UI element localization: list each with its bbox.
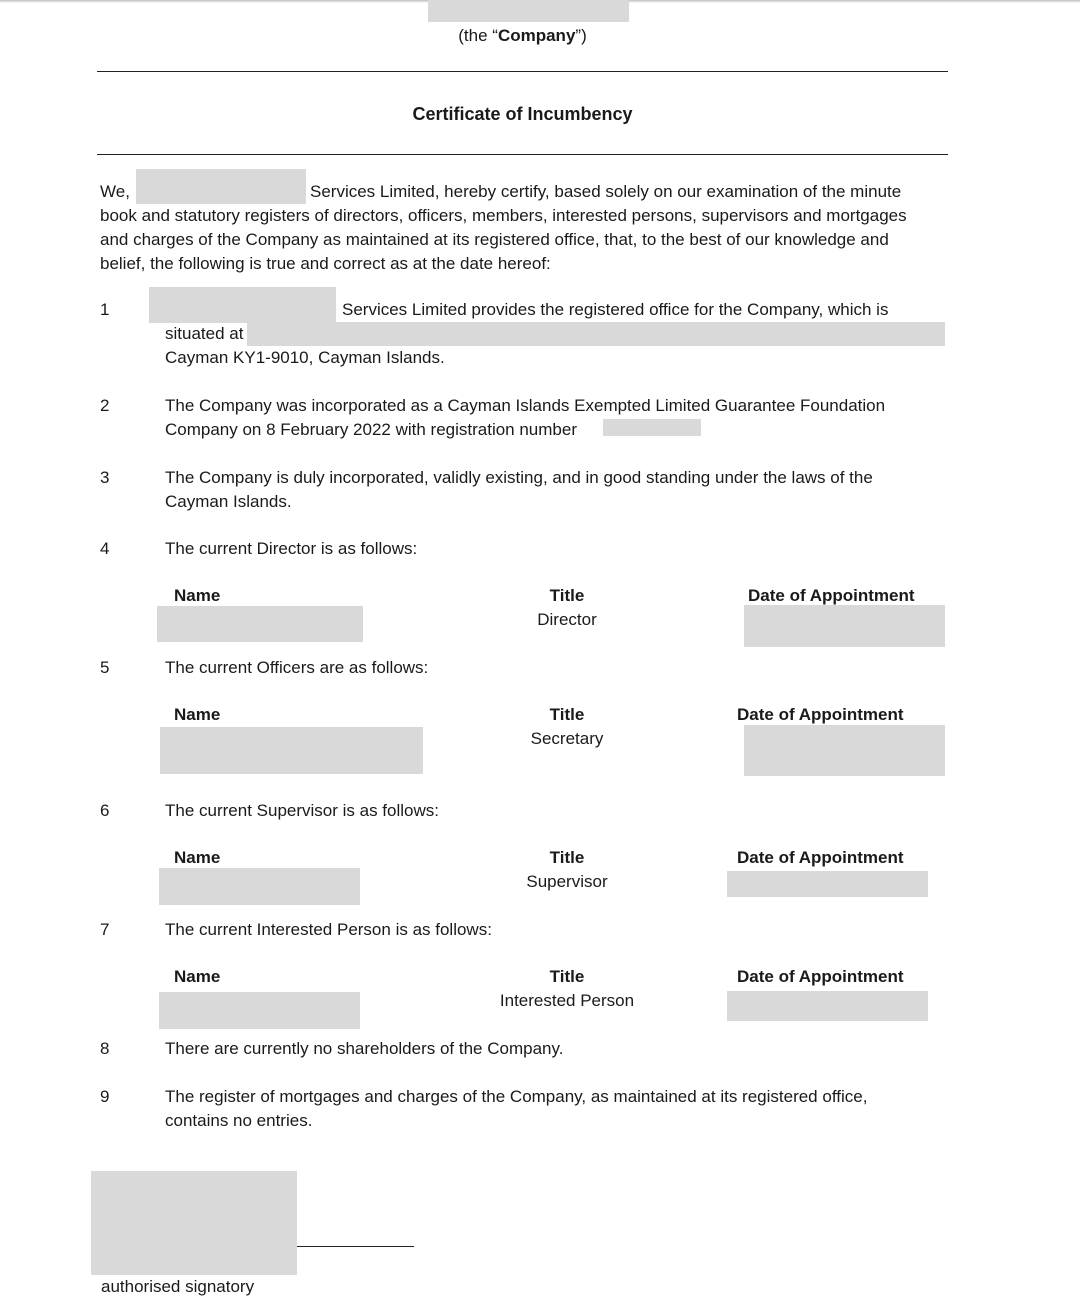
company-word: Company	[497, 26, 576, 45]
item-2-line2: Company on 8 February 2022 with registration number	[165, 420, 577, 439]
redacted-interested-name	[159, 992, 360, 1029]
item-5-text: The current Officers are as follows:	[165, 658, 429, 677]
redacted-provider-name-2	[149, 287, 336, 323]
signature-line	[297, 1246, 414, 1247]
item-1-line3: Cayman KY1-9010, Cayman Islands.	[165, 348, 445, 367]
item-number-9: 9	[100, 1087, 110, 1106]
item-1-line2: situated at	[165, 324, 244, 343]
officer-date-header: Date of Appointment	[737, 705, 904, 724]
item-3-line2: Cayman Islands.	[165, 492, 292, 511]
director-title-value: Director	[537, 610, 597, 629]
redacted-provider-name	[136, 169, 306, 204]
redacted-signature	[91, 1171, 297, 1275]
item-9-line2: contains no entries.	[165, 1111, 313, 1130]
redacted-director-name	[157, 606, 363, 642]
interested-name-header: Name	[174, 967, 221, 986]
officer-title-header: Title	[549, 705, 585, 724]
item-number-2: 2	[100, 396, 110, 415]
intro-line3: and charges of the Company as maintained at its registered office, that, to the best of our knowledge and	[100, 230, 889, 249]
item-4-text: The current Director is as follows:	[165, 539, 418, 558]
intro-line1: Services Limited, hereby certify, based solely on our examination of the minute	[310, 182, 902, 201]
interested-title-header: Title	[549, 967, 585, 986]
intro-line4: belief, the following is true and correct as at the date hereof:	[100, 254, 551, 273]
director-name-header: Name	[174, 586, 221, 605]
officer-title-value: Secretary	[530, 729, 604, 748]
item-3-line1: The Company is duly incorporated, validly existing, and in good standing under the laws of the	[165, 468, 873, 487]
item-number-8: 8	[100, 1039, 110, 1058]
redacted-office-address	[247, 322, 945, 346]
supervisor-title-value: Supervisor	[526, 872, 608, 891]
intro-line2: book and statutory registers of directors, officers, members, interested persons, supervisors and mortgages	[100, 206, 907, 225]
item-2-line1: The Company was incorporated as a Cayman Islands Exempted Limited Guarantee Foundation	[165, 396, 886, 415]
redacted-officer-name	[160, 727, 423, 774]
document-title: Certificate of Incumbency	[412, 104, 633, 124]
redacted-officer-date	[744, 725, 945, 776]
item-1-line1: Services Limited provides the registered office for the Company, which is	[342, 300, 889, 319]
item-number-4: 4	[100, 539, 110, 558]
item-9-line1: The register of mortgages and charges of the Company, as maintained at its registered office,	[165, 1087, 868, 1106]
redacted-supervisor-name	[159, 868, 360, 905]
item-8-text: There are currently no shareholders of the Company.	[165, 1039, 564, 1058]
title-rule	[97, 154, 948, 155]
supervisor-name-header: Name	[174, 848, 221, 867]
company-definition: (the “Company”)	[458, 26, 587, 45]
redacted-director-date	[744, 605, 945, 647]
interested-title-value: Interested Person	[499, 991, 635, 1010]
redacted-company-name	[428, 0, 629, 22]
supervisor-date-header: Date of Appointment	[737, 848, 904, 867]
signatory-label: authorised signatory	[101, 1277, 255, 1296]
top-rule	[97, 71, 948, 72]
director-title-header: Title	[549, 586, 585, 605]
item-number-1: 1	[100, 300, 110, 319]
officer-name-header: Name	[174, 705, 221, 724]
interested-date-header: Date of Appointment	[737, 967, 904, 986]
item-number-5: 5	[100, 658, 110, 677]
redacted-interested-date	[727, 991, 928, 1021]
item-number-6: 6	[100, 801, 110, 820]
item-number-3: 3	[100, 468, 110, 487]
redacted-registration-number	[603, 419, 701, 436]
redacted-supervisor-date	[727, 871, 928, 897]
supervisor-title-header: Title	[549, 848, 585, 867]
item-7-text: The current Interested Person is as follows:	[165, 920, 492, 939]
item-number-7: 7	[100, 920, 110, 939]
intro-we: We,	[100, 182, 130, 201]
item-6-text: The current Supervisor is as follows:	[165, 801, 439, 820]
director-date-header: Date of Appointment	[748, 586, 915, 605]
